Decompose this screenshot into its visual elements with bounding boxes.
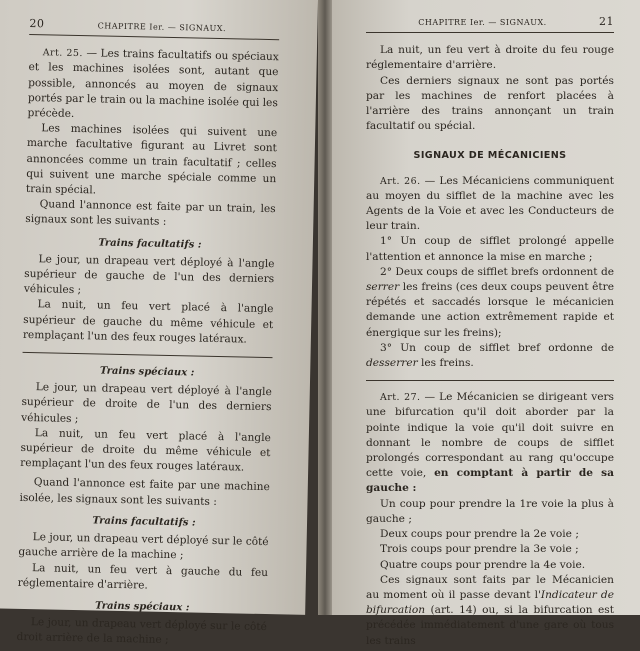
article-27-text: — Le Mécanicien se dirigeant vers une bifurcation qu'il doit aborder par la pointe indique la voie qu'il doit suivre en donnant le nombre de coups de sifflet prolongés correspondant au rang qu'occupe cette voie, xyxy=(366,391,614,480)
paragraph: Ces derniers signaux ne sont pas portés par les machines de renfort placées à l'arrière des trains annonçant un train facultatif ou spécial. xyxy=(366,74,614,133)
chapter-heading-right: CHAPITRE Ier. — SIGNAUX. xyxy=(418,18,547,27)
subheading: Trains facultatifs : xyxy=(92,515,196,529)
article-25-text: — Les trains facultatifs ou spéciaux et les machines isolées sont, autant que possible, annoncés au moyen de signaux portés par le train ou la machine isolée qui les précède. xyxy=(27,47,279,120)
paragraph: Quand l'annonce est faite par un train, les signaux sont les suivants : xyxy=(25,198,276,229)
emphasis: serrer xyxy=(366,281,400,294)
running-header-left xyxy=(29,16,279,40)
running-header-right xyxy=(366,14,614,33)
paragraph: Quand l'annonce est faite par une machine isolée, les signaux sont les suivants : xyxy=(19,476,270,508)
subheading: Trains spéciaux : xyxy=(94,600,190,614)
paragraph: La nuit, un feu vert placé à l'angle supérieur de droite du même véhicule et remplaçant l'un des feux rouges latéraux. xyxy=(20,427,271,474)
article-27-label: Art. 27. xyxy=(380,392,421,404)
article-25-label: Art. 25. xyxy=(42,47,83,60)
paragraph: La nuit, un feu vert à droite du feu rouge réglementaire d'arrière. xyxy=(366,44,614,72)
paragraph: Le jour, un drapeau vert déployé sur le côté droit arrière de la machine ; xyxy=(16,616,267,647)
article-25 xyxy=(27,45,279,126)
paragraph: Ces signaux sont faits par le Mécanicien au moment où il passe devant l'Indicateur de bifurcation (art. 14) ou, si la bifurcation est précédée immédiatement d'une gare où tous les trains xyxy=(366,573,614,647)
list-item: 1° Un coup de sifflet prolongé appelle l'attention et annonce la mise en marche ; xyxy=(366,235,614,263)
list-item: Trois coups pour prendre la 3e voie ; xyxy=(380,543,579,556)
emphasis: desserrer xyxy=(366,357,418,370)
paragraph: La nuit, un feu vert placé à l'angle supérieur de gauche du même véhicule et remplaçant l'un des feux rouges latéraux. xyxy=(22,298,274,346)
right-page xyxy=(332,0,640,647)
list-item: Deux coups pour prendre la 2e voie ; xyxy=(380,528,579,541)
chapter-heading-left: CHAPITRE Ier. — SIGNAUX. xyxy=(97,21,227,34)
subheading: Trains spéciaux : xyxy=(99,365,195,379)
article-26-label: Art. 26. xyxy=(380,175,421,187)
list-item: 3° Un coup de sifflet bref ordonne de desserrer les freins. xyxy=(366,341,614,370)
paragraph: Le jour, un drapeau vert déployé à l'angle supérieur de gauche de l'un des derniers véhicules ; xyxy=(23,253,275,297)
paragraph: La nuit, un feu vert à gauche du feu réglementaire d'arrière. xyxy=(17,561,269,592)
emphasis-bold: en comptant à partir de sa gauche : xyxy=(366,467,615,495)
left-page xyxy=(0,0,318,647)
paragraph: Les machines isolées qui suivent une marche facultative figurant au Livret sont annoncées comme un train facultatif ; celles qui suivent une marche spéciale comme un train spécial. xyxy=(25,122,278,197)
paragraph: Le jour, un drapeau vert déployé sur le côté gauche arrière de la machine ; xyxy=(18,531,269,562)
emphasis: Indicateur de bifurcation xyxy=(366,588,614,617)
list-item: 2° Deux coups de sifflet brefs ordonnent de serrer les freins (ces deux coups peuvent être répétés et saccadés lorsque le mécanicien demande une action extrêmement rapide et énergique sur les freins); xyxy=(366,265,614,339)
page-number-right: 21 xyxy=(599,15,614,28)
divider xyxy=(23,352,273,358)
subheading: Trains facultatifs : xyxy=(98,237,202,251)
divider xyxy=(366,380,614,381)
article-26 xyxy=(366,174,614,235)
book-gutter xyxy=(318,0,332,615)
section-heading: SIGNAUX DE MÉCANICIENS xyxy=(413,150,567,162)
list-item: Un coup pour prendre la 1re voie la plus à gauche ; xyxy=(366,497,614,525)
article-26-text: — Les Mécaniciens communiquent au moyen du sifflet de la machine avec les Agents de la Voie et avec les Conducteurs de leur train. xyxy=(366,174,615,233)
paragraph: Le jour, un drapeau vert déployé à l'angle supérieur de droite de l'un des derniers véhicules ; xyxy=(21,381,272,425)
article-27 xyxy=(366,390,614,496)
list-item: Quatre coups pour prendre la 4e voie. xyxy=(380,558,586,571)
page-number-left: 20 xyxy=(29,16,45,31)
